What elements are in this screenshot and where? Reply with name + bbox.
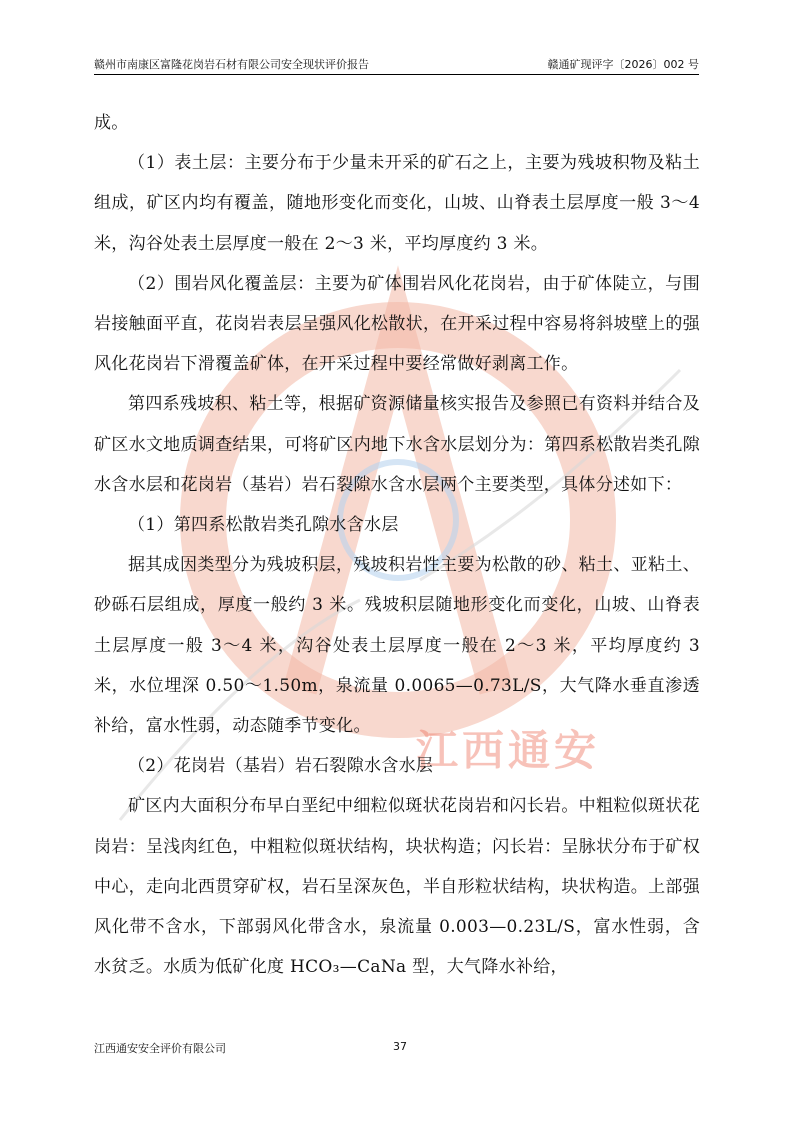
watermark-text: 江西通安 bbox=[416, 726, 601, 775]
body-text bbox=[94, 103, 700, 987]
header-report-title: 赣州市南康区富隆花岗岩石材有限公司安全现状评价报告 bbox=[94, 58, 369, 71]
paragraph: 成。 bbox=[94, 113, 129, 133]
footer-company: 江西通安安全评价有限公司 bbox=[94, 1042, 226, 1055]
paragraph: （2）围岩风化覆盖层：主要为矿体围岩风化花岗岩，由于矿体陡立，与围岩接触面平直，花岗岩表层呈强风化松散状，在开采过程中容易将斜坡壁上的强风化花岗岩下滑覆盖矿体，在开采过程中要经常做好剥离工作。 bbox=[94, 273, 700, 375]
paragraph: 第四系残坡积、粘土等，根据矿资源储量核实报告及参照已有资料并结合及矿区水文地质调查结果，可将矿区内地下水含水层划分为：第四系松散岩类孔隙水含水层和花岗岩（基岩）岩石裂隙水含水层两个主要类型，具体分述如下： bbox=[94, 394, 700, 495]
section-heading: （2）花岗岩（基岩）岩石裂隙水含水层 bbox=[128, 756, 434, 777]
section-heading: （1）第四系松散岩类孔隙水含水层 bbox=[128, 515, 399, 536]
paragraph: 矿区内大面积分布早白垩纪中细粒似斑状花岗岩和闪长岩。中粗粒似斑状花岗岩：呈浅肉红色，中粗粒似斑状结构，块状构造；闪长岩：呈脉状分布于矿权中心，走向北西贯穿矿权，岩石呈深灰色，半自形粒状结构，块状构造。上部强风化带不含水，下部弱风化带含水，泉流量 0.003—0.23L/S，富水性弱，含水贫乏。水质为低矿化度 HCO₃—CaNa 型，大气降水补给， bbox=[94, 796, 700, 978]
paragraph: 据其成因类型分为残坡积层，残坡积岩性主要为松散的砂、粘土、亚粘土、砂砾石层组成，厚度一般约 3 米。残坡积层随地形变化而变化，山坡、山脊表土层厚度一般 3～4 米，沟谷处表土层厚度一般在 2～3 米，平均厚度约 3 米，水位埋深 0.50～1.50m，泉流量 0.0065—0.73L/S，大气降水垂直渗透补给，富水性弱，动态随季节变化。 bbox=[94, 555, 700, 737]
page-header bbox=[94, 54, 699, 75]
paragraph: （1）表土层：主要分布于少量未开采的矿石之上，主要为残坡积物及粘土组成，矿区内均有覆盖，随地形变化而变化，山坡、山脊表土层厚度一般 3～4 米，沟谷处表土层厚度一般在 2～3 米，平均厚度约 3 米。 bbox=[94, 153, 700, 254]
page-number: 37 bbox=[393, 1040, 407, 1053]
header-document-number: 赣通矿现评字〔2026〕002 号 bbox=[547, 58, 699, 71]
